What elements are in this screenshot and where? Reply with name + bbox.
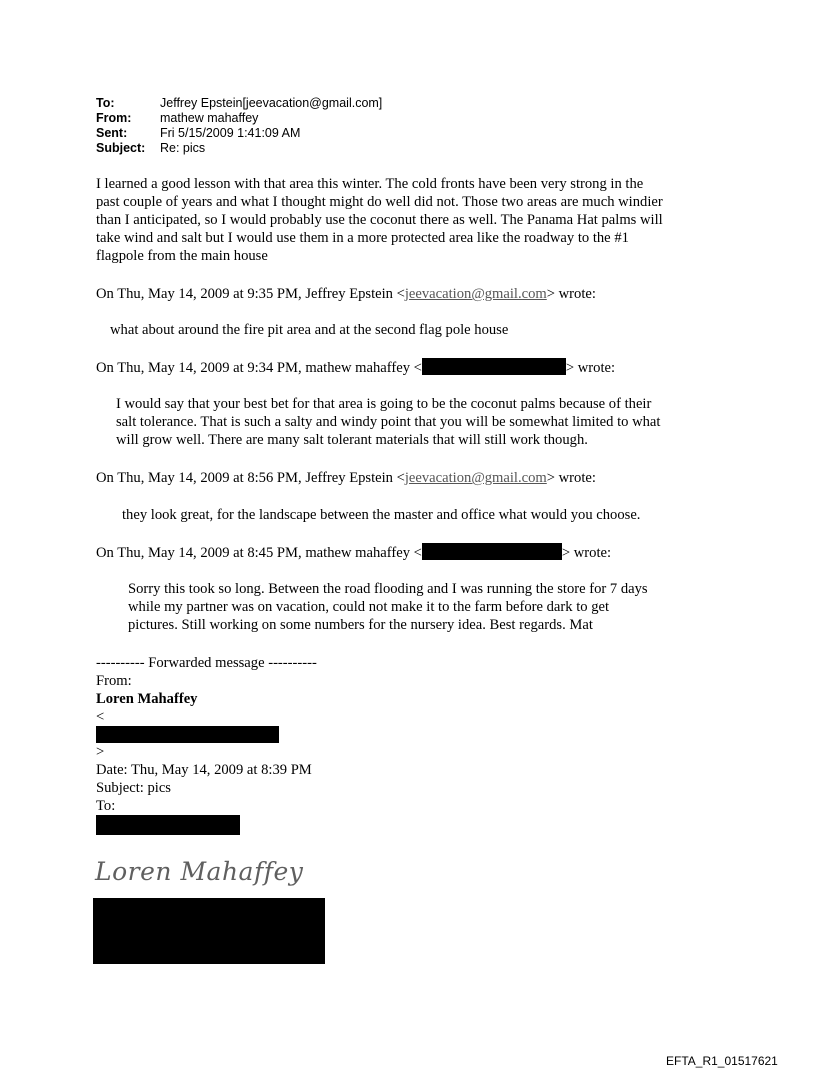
quoted-line: pictures. Still working on some numbers for the nursery idea. Best regards. Mat [128,617,593,633]
quote-suffix: > wrote: [546,286,596,302]
quoted-line: will grow well. There are many salt tolerant materials that will still work though. [116,432,588,448]
quoted-line: Sorry this took so long. Between the road flooding and I was running the store for 7 days [128,581,648,597]
email-link[interactable]: jeevacation@gmail.com [404,286,547,302]
forwarded-message [96,654,317,835]
signature: Loren Mahaffey [95,857,304,886]
sent-value: Fri 5/15/2009 1:41:09 AM [160,126,301,140]
header-from-row [96,111,382,126]
header-subject-row [96,141,382,156]
quoted-line: I would say that your best bet for that area is going to be the coconut palms because of their [116,396,652,412]
forwarded-date-line: Date: Thu, May 14, 2009 at 8:39 PM [96,762,312,778]
quote-attribution-3 [96,469,596,487]
quote-prefix: On Thu, May 14, 2009 at 8:45 PM, mathew mahaffey < [96,545,422,561]
redaction-bar [422,543,562,560]
quote-prefix: On Thu, May 14, 2009 at 9:34 PM, mathew mahaffey < [96,360,422,376]
from-value: mathew mahaffey [160,111,259,125]
document-id: EFTA_R1_01517621 [666,1054,778,1068]
quoted-message-3: they look great, for the landscape between the master and office what would you choose. [122,507,641,523]
to-label: To: [96,96,115,110]
reply-line: take wind and salt but I would use them in a more protected area like the roadway to the #1 [96,230,629,246]
header-sent-row [96,126,382,141]
quote-prefix: On Thu, May 14, 2009 at 8:56 PM, Jeffrey Epstein < [96,470,405,486]
forwarded-subject-line: Subject: pics [96,780,171,796]
quoted-message-2 [116,395,660,449]
forwarded-to-label: To: [96,798,116,814]
quote-suffix: > wrote: [565,360,616,376]
to-value: Jeffrey Epstein[jeevacation@gmail.com] [160,96,383,110]
quoted-message-4 [128,580,648,634]
quoted-line: while my partner was on vacation, could not make it to the farm before dark to get [128,599,610,615]
subject-value: Re: pics [160,141,206,155]
reply-paragraph [96,175,663,265]
quote-attribution-2 [96,358,615,377]
redaction-block [93,898,325,964]
email-header [96,96,382,156]
forwarded-from-name: Loren Mahaffey [96,691,198,707]
forwarded-from-line [96,672,317,761]
reply-line: past couple of years and what I thought might do well did not. Those two areas are much windier [96,194,663,210]
forwarded-from-label: From: [96,673,132,689]
forwarded-from-close: > [96,744,105,760]
email-link[interactable]: jeevacation@gmail.com [404,470,547,486]
header-to-row [96,96,382,111]
quote-suffix: > wrote: [546,470,596,486]
quote-attribution-1 [96,285,596,303]
quote-prefix: On Thu, May 14, 2009 at 9:35 PM, Jeffrey Epstein < [96,286,405,302]
quote-attribution-4 [96,543,611,562]
sent-label: Sent: [96,126,128,140]
quote-suffix: > wrote: [561,545,612,561]
forwarded-from-open: < [96,709,105,725]
reply-line: than I anticipated, so I would probably use the coconut there as well. The Panama Hat palms will [96,212,663,228]
quoted-line: salt tolerance. That is such a salty and windy point that you will be somewhat limited to what [116,414,661,430]
reply-line: flagpole from the main house [96,248,268,264]
quoted-message-1: what about around the fire pit area and at the second flag pole house [110,322,509,338]
reply-line: I learned a good lesson with that area this winter. The cold fronts have been very strong in the [96,176,644,192]
redaction-bar [96,726,279,743]
from-label: From: [96,111,132,125]
redaction-bar [422,358,566,375]
redaction-bar [96,815,240,835]
forwarded-to-line [96,797,317,835]
subject-label: Subject: [96,141,146,155]
forwarded-heading: ---------- Forwarded message ---------- [96,655,317,671]
